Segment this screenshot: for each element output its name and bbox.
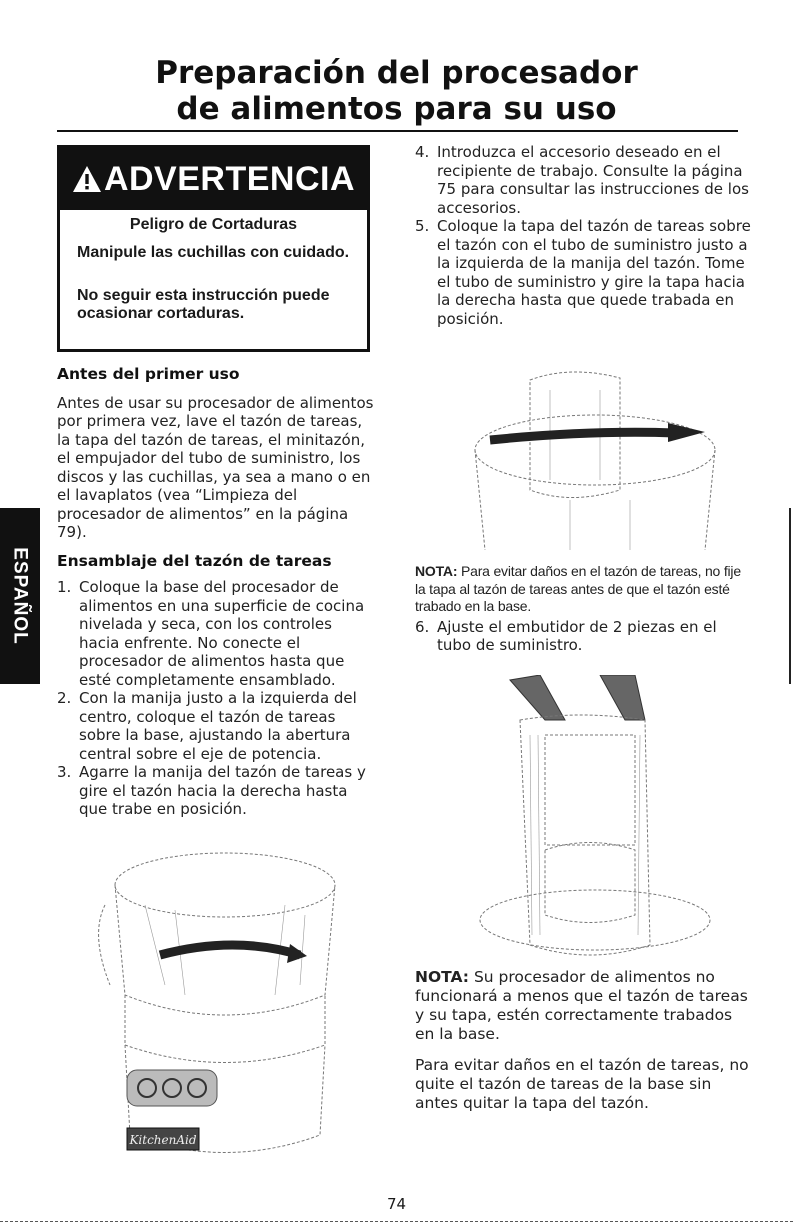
section-heading-assembly: Ensamblaje del tazón de tareas [57, 551, 332, 570]
page-title-line-1: Preparación del procesador [155, 55, 638, 91]
final-paragraph: Para evitar daños en el tazón de tareas, no quite el tazón de tareas de la base sin antes quitar la tapa del tazón. [415, 1056, 749, 1112]
nota-2 [415, 968, 755, 1044]
step-text: Introduzca el accesorio deseado en el recipiente de trabajo. Consulte la página 75 para consultar las instrucciones de los accesorios. [437, 143, 749, 217]
left-column [57, 365, 377, 819]
step-number: 3. [57, 763, 72, 781]
page-title-line-2: de alimentos para su uso [176, 91, 617, 127]
warning-heading-text: ADVERTENCIA [103, 159, 356, 198]
title-rule [57, 130, 738, 132]
step-number: 6. [415, 617, 430, 636]
nota-1 [415, 563, 755, 616]
warning-subheading: Peligro de Cortaduras [129, 216, 298, 233]
list-item [415, 143, 755, 217]
brand-badge: KitchenAid [129, 1133, 197, 1147]
list-item [57, 763, 377, 819]
lid-steps [415, 143, 755, 328]
warning-line-2: No seguir esta instrucción puede ocasionar cortaduras. [77, 287, 330, 322]
nota-2-label: NOTA: [415, 968, 470, 986]
food-processor-base-illustration [85, 845, 355, 1175]
language-side-tab-label: ESPAÑOL [10, 547, 31, 645]
nota-2-text: Su procesador de alimentos no funcionará a menos que el tazón de tareas y su tapa, estén correctamente trabados en la base. [415, 968, 748, 1043]
language-side-tab [0, 508, 40, 684]
warning-triangle-icon [72, 165, 102, 193]
right-column-bottom [415, 968, 755, 1113]
right-edge-marker [789, 508, 791, 684]
step-text: Coloque la tapa del tazón de tareas sobre el tazón con el tubo de suministro justo a la izquierda de la manija del tazón. Tome el tubo de suministro y gire la tapa hacia la derecha hasta que quede trabada en posición. [437, 217, 751, 328]
pusher-steps [415, 618, 755, 655]
step-text: Ajuste el embutidor de 2 piezas en el tubo de suministro. [437, 617, 717, 654]
step-number: 4. [415, 143, 430, 161]
bottom-rule [0, 1221, 793, 1222]
warning-line-1: Manipule las cuchillas con cuidado. [77, 244, 350, 261]
step-text: Coloque la base del procesador de alimentos en una superficie de cocina nivelada y seca, con los controles hacia enfrente. No conecte el procesador de alimentos hasta que esté completamente ensamblado. [79, 578, 365, 689]
step-text: Agarre la manija del tazón de tareas y gire el tazón hacia la derecha hasta que trabe en posición. [79, 763, 366, 818]
list-item [57, 689, 377, 763]
warning-box [57, 145, 370, 352]
list-item [415, 618, 755, 655]
warning-heading [60, 148, 367, 210]
pusher-insertion-illustration [470, 675, 720, 965]
list-item [57, 578, 377, 689]
nota-1-label: NOTA: [415, 563, 458, 579]
page-number: 74 [386, 1195, 407, 1213]
step-text: Con la manija justo a la izquierda del centro, coloque el tazón de tareas sobre la base, ajustando la abertura central sobre el eje de potencia. [79, 689, 357, 763]
list-item [415, 217, 755, 328]
bowl-lid-illustration [470, 360, 720, 555]
section-heading-first-use: Antes del primer uso [57, 365, 240, 383]
right-column-top [415, 143, 755, 328]
step-number: 1. [57, 578, 72, 596]
nota-1-text: Para evitar daños en el tazón de tareas, no fije la tapa al tazón de tareas antes de que el tazón esté trabado en la base. [415, 563, 741, 614]
page-title [0, 55, 793, 127]
assembly-steps [57, 578, 377, 819]
step-number: 5. [415, 217, 430, 235]
first-use-paragraph: Antes de usar su procesador de alimentos por primera vez, lave el tazón de tareas, la tapa del tazón de tareas, el minitazón, el empujador del tubo de suministro, los discos y las cuchillas, ya sea a mano o en el lavaplatos (vea “Limpieza del procesador de alimentos” en la página 79). [57, 393, 374, 541]
step-number: 2. [57, 689, 72, 707]
right-column-middle [415, 563, 755, 655]
